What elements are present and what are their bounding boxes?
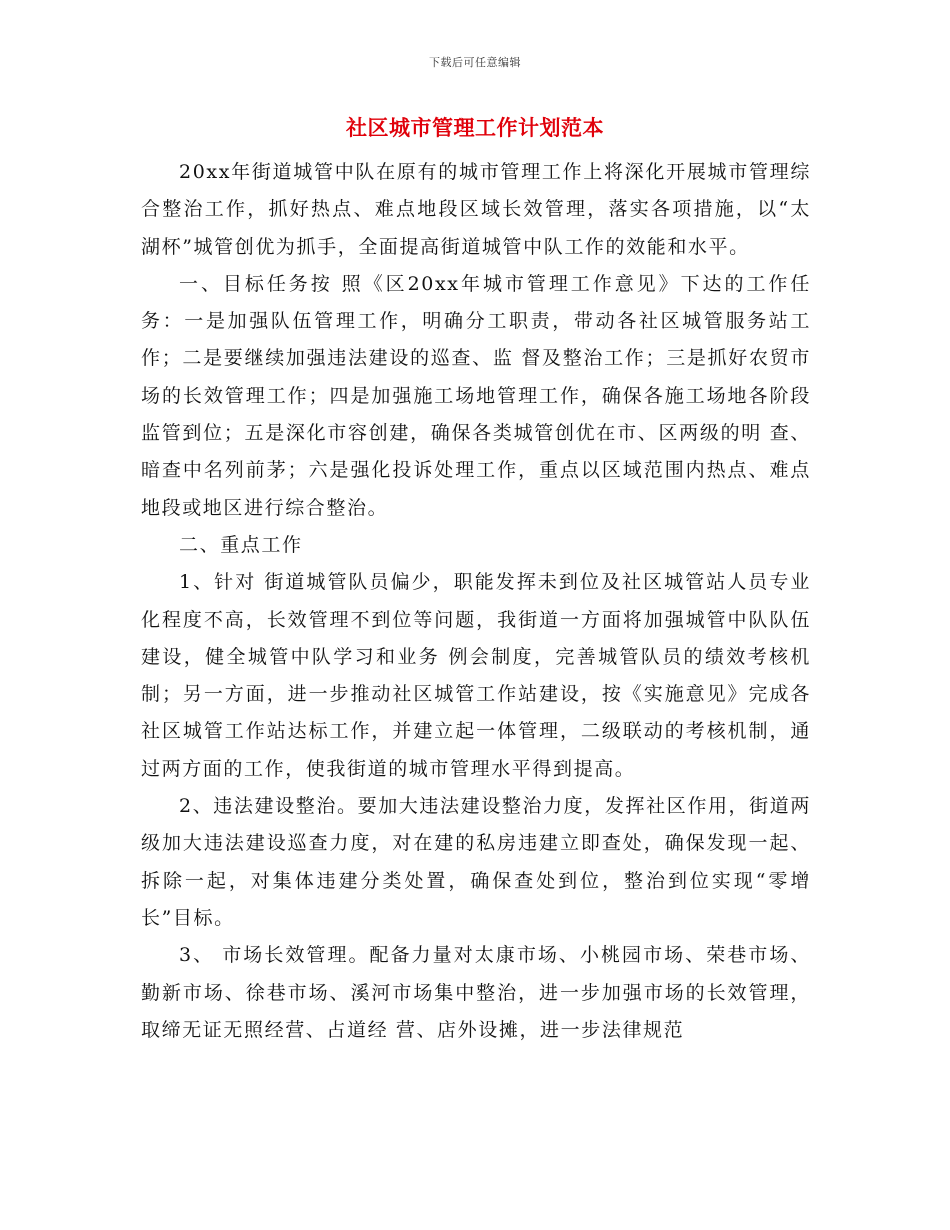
document-body <box>141 154 811 1049</box>
paragraph-item-3: 3、 市场长效管理。配备力量对太康市场、小桃园市场、荣巷市场、勤新市场、徐巷市场、溪河市场集中整治，进一步加强市场的长效管理，取缔无证无照经营、占道经 营、店外设摊，进一步法律规范 <box>141 944 811 1041</box>
paragraph-item-2: 2、违法建设整治。要加大违法建设整治力度，发挥社区作用，街道两级加大违法建设巡查力度，对在建的私房违建立即查处，确保发现一起、拆除一起，对集体违建分类处置，确保查处到位，整治到位实现“零增长”目标。 <box>141 795 811 929</box>
paragraph-intro: 20xx年街道城管中队在原有的城市管理工作上将深化开展城市管理综合整治工作，抓好热点、难点地段区域长效管理，落实各项措施，以“太湖杯”城管创优为抓手，全面提高街道城管中队工作的效能和水平。 <box>141 161 811 258</box>
header-note: 下载后可任意编辑 <box>429 56 521 69</box>
paragraph-item-1: 1、针对 街道城管队员偏少，职能发挥未到位及社区城管站人员专业化程度不高，长效管理不到位等问题，我街道一方面将加强城管中队队伍建设，健全城管中队学习和业务 例会制度，完善城管队员的绩效考核机制；另一方面，进一步推动社区城管工作站建设，按《实施意见》完成各社区城管工作站达标工作，并建立起一体管理，二级联动的考核机制，通过两方面的工作，使我街道的城市管理水平得到提高。 <box>141 571 811 780</box>
paragraph-key-work-heading: 二、重点工作 <box>179 533 303 556</box>
paragraph-goals: 一、目标任务按 照《区20xx年城市管理工作意见》下达的工作任务：一是加强队伍管理工作，明确分工职责，带动各社区城管服务站工作；二是要继续加强违法建设的巡查、监 督及整治工作；三是抓好农贸市场的长效管理工作；四是加强施工场地管理工作，确保各施工场地各阶段监管到位；五是深化市容创建，确保各类城管创优在市、区两级的明 查、暗查中名列前茅；六是强化投诉处理工作，重点以区域范围内热点、难点地段或地区进行综合整治。 <box>141 272 811 519</box>
document-title: 社区城市管理工作计划范本 <box>346 116 604 140</box>
